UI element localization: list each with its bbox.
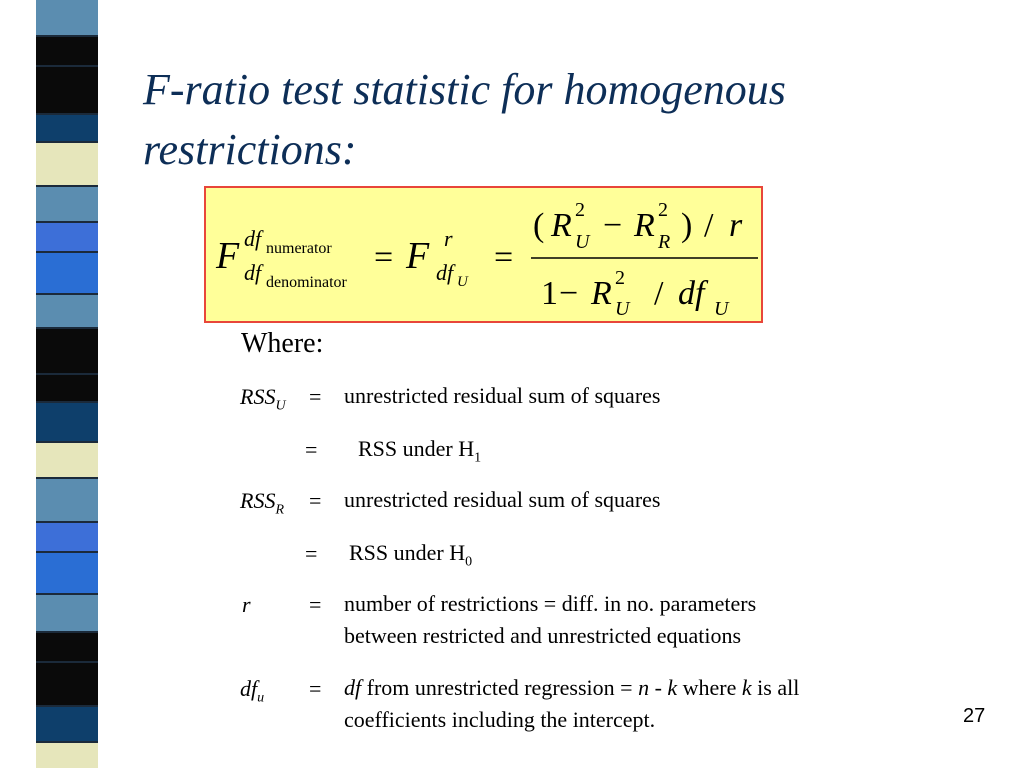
where-label: Where: <box>241 328 324 359</box>
definition-text: unrestricted residual sum of squares <box>344 383 661 408</box>
formula-F-2: F <box>406 235 430 277</box>
symbol-text: df <box>240 676 258 701</box>
text-k: k <box>741 675 752 700</box>
formula-RU-den-sq: 2 <box>615 267 625 289</box>
stripe-segment <box>36 294 98 328</box>
definition-text: unrestricted residual sum of squares <box>344 487 661 512</box>
symbol-text: RSS <box>240 488 276 513</box>
stripe-segment <box>36 36 98 66</box>
formula-numerator: numerator <box>266 240 332 257</box>
definition-text-sub: 0 <box>465 554 473 570</box>
formula-RR-sq: 2 <box>658 199 668 221</box>
formula-F: F <box>216 235 240 277</box>
stripe-segment <box>36 742 98 768</box>
text-part: from unrestricted regression = <box>361 675 639 700</box>
definition-text-main: RSS under H <box>358 436 475 461</box>
stripe-segment <box>36 0 98 36</box>
formula-slash-1: / <box>704 207 714 244</box>
definition-equals: = <box>309 676 322 701</box>
definition-line-2: coefficients including the intercept. <box>344 707 656 732</box>
formula-one: 1 <box>541 275 558 312</box>
definition-symbol <box>240 384 286 414</box>
formula-open-paren: ( <box>533 207 545 244</box>
formula-box <box>204 186 763 323</box>
f-ratio-formula <box>206 188 765 325</box>
formula-RR-sub: R <box>658 231 671 253</box>
formula-slash-2: / <box>654 275 664 312</box>
definition-symbol <box>240 488 284 518</box>
stripe-segment <box>36 478 98 522</box>
text-part: - <box>649 675 668 700</box>
formula-minus-1: − <box>603 207 623 244</box>
symbol-subscript: U <box>275 398 286 414</box>
stripe-segment <box>36 252 98 294</box>
formula-RU-sq: 2 <box>575 199 585 221</box>
definition-symbol: r <box>242 592 251 617</box>
text-part: where <box>677 675 742 700</box>
formula-equals-1: = <box>374 239 394 276</box>
formula-equals-2: = <box>494 239 514 276</box>
definition-line-2: between restricted and unrestricted equations <box>344 623 742 648</box>
text-k: k <box>667 675 678 700</box>
formula-df-upper: df <box>244 226 262 251</box>
formula-RU-den-sub: U <box>615 298 630 320</box>
formula-df-lower: df <box>244 260 262 285</box>
definition-text-main: RSS under H <box>349 540 466 565</box>
stripe-segment <box>36 402 98 442</box>
definition-equals: = <box>309 488 322 513</box>
definition-text <box>349 537 472 578</box>
symbol-subscript: R <box>275 502 285 518</box>
formula-close-paren: ) <box>681 207 693 244</box>
stripe-segment <box>36 114 98 142</box>
formula-dfU-df: df <box>436 260 454 285</box>
symbol-subscript: u <box>257 690 265 706</box>
definition-equals: = <box>305 437 318 462</box>
stripe-segment <box>36 594 98 632</box>
stripe-segment <box>36 706 98 742</box>
definition-line-1 <box>344 672 799 704</box>
definition-equals: = <box>309 592 322 617</box>
stripe-segment <box>36 522 98 552</box>
stripe-segment <box>36 66 98 114</box>
stripe-segment <box>36 662 98 706</box>
definition-text <box>344 588 756 652</box>
stripe-segment <box>36 552 98 594</box>
definition-equals: = <box>309 384 322 409</box>
slide-title: F-ratio test statistic for homogenous restrictions: <box>143 65 786 174</box>
stripe-segment <box>36 442 98 478</box>
stripe-segment <box>36 328 98 374</box>
formula-RU-den: R <box>591 275 612 312</box>
text-n: n <box>638 675 650 700</box>
formula-RU-sub: U <box>575 231 590 253</box>
formula-denominator: denominator <box>266 274 347 291</box>
text-part: is all <box>751 675 800 700</box>
definition-line-1: number of restrictions = diff. in no. parameters <box>344 591 757 616</box>
formula-df-den: df <box>678 275 705 312</box>
definition-text <box>344 672 799 736</box>
formula-minus-2: − <box>559 275 579 312</box>
stripe-segment <box>36 142 98 186</box>
definition-equals: = <box>305 541 318 566</box>
formula-dfU-U: U <box>457 274 468 290</box>
stripe-segment <box>36 186 98 222</box>
formula-r-sup: r <box>444 226 453 251</box>
stripe-segment <box>36 222 98 252</box>
text-df: df <box>344 675 362 700</box>
symbol-text: RSS <box>240 384 276 409</box>
definition-symbol <box>240 676 264 706</box>
formula-r: r <box>729 207 743 244</box>
decorative-stripe <box>36 0 98 768</box>
stripe-segment <box>36 632 98 662</box>
formula-RR: R <box>634 207 655 244</box>
formula-RU: R <box>551 207 572 244</box>
definition-text <box>358 433 481 474</box>
page-number: 27 <box>963 705 986 727</box>
formula-df-den-sub: U <box>714 298 729 320</box>
definition-text-sub: 1 <box>474 450 482 466</box>
stripe-segment <box>36 374 98 402</box>
